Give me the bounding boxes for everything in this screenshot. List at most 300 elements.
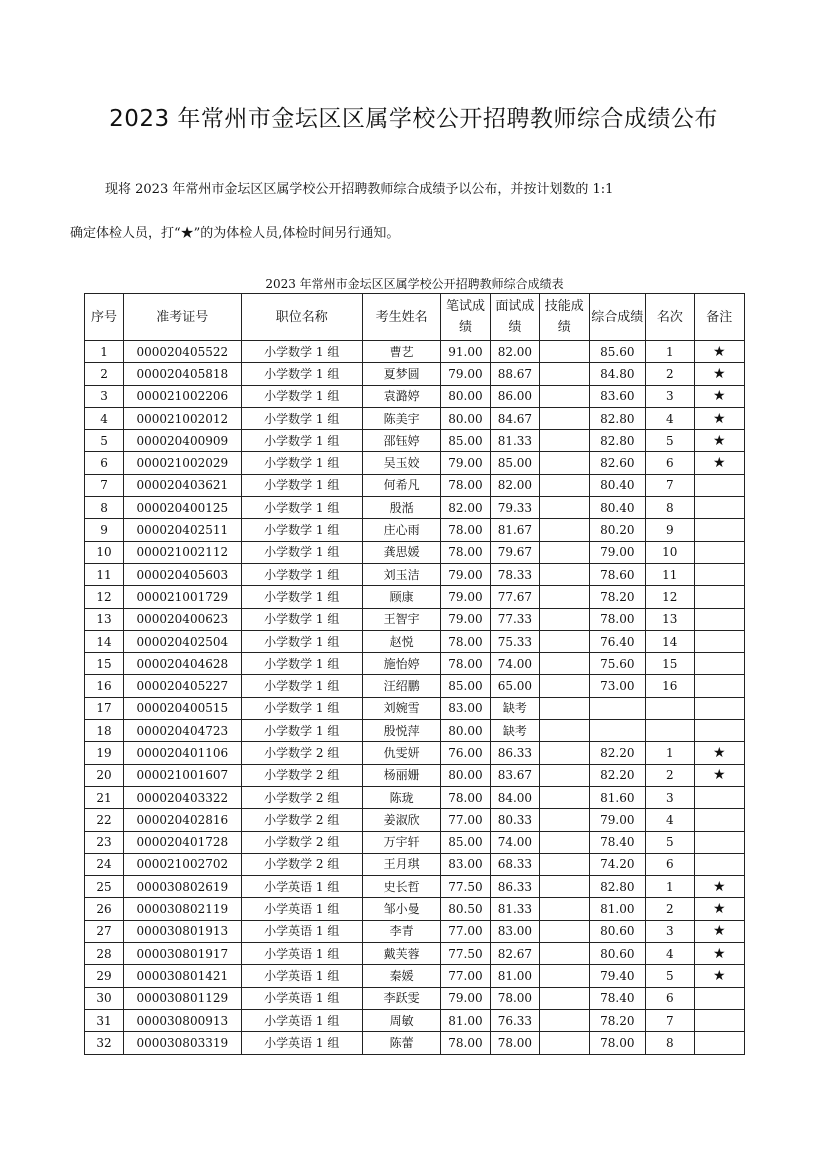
cell-interview: 82.00 [490,474,539,496]
cell-rank: 3 [646,786,694,808]
cell-skill [540,452,589,474]
cell-skill [540,1032,589,1054]
table-row [85,385,745,407]
cell-total: 80.40 [589,497,646,519]
table-row [85,853,745,875]
cell-skill [540,809,589,831]
cell-position: 小学数学 1 组 [241,341,362,363]
cell-rank: 5 [646,831,694,853]
cell-note [694,809,744,831]
cell-skill [540,430,589,452]
cell-interview: 88.67 [490,363,539,385]
cell-note [694,630,744,652]
cell-written: 78.00 [441,630,490,652]
cell-rank: 2 [646,898,694,920]
cell-note: ★ [694,965,744,987]
cell-rank: 1 [646,876,694,898]
cell-rank: 4 [646,809,694,831]
cell-total: 82.60 [589,452,646,474]
cell-name: 万宇轩 [362,831,440,853]
cell-exam-id: 000020404723 [124,720,241,742]
cell-note: ★ [694,920,744,942]
header-interview: 面试成绩 [490,294,539,341]
cell-note: ★ [694,341,744,363]
cell-total: 78.40 [589,831,646,853]
cell-skill [540,474,589,496]
cell-no: 31 [85,1009,124,1031]
cell-no: 3 [85,385,124,407]
cell-no: 23 [85,831,124,853]
cell-total: 75.60 [589,653,646,675]
cell-exam-id: 000020400125 [124,497,241,519]
cell-skill [540,853,589,875]
cell-exam-id: 000020405227 [124,675,241,697]
intro-line-2: 确定体检人员，打“★”的为体检人员,体检时间另行通知。 [70,226,400,241]
cell-position: 小学英语 1 组 [241,876,362,898]
cell-no: 9 [85,519,124,541]
cell-written: 77.50 [441,876,490,898]
cell-note: ★ [694,898,744,920]
cell-no: 20 [85,764,124,786]
cell-note [694,853,744,875]
cell-total: 74.20 [589,853,646,875]
cell-rank: 3 [646,920,694,942]
cell-exam-id: 000020402511 [124,519,241,541]
cell-no: 28 [85,943,124,965]
cell-name: 曹艺 [362,341,440,363]
cell-name: 袁潞婷 [362,385,440,407]
cell-interview: 78.33 [490,563,539,585]
cell-total: 80.60 [589,943,646,965]
cell-no: 17 [85,697,124,719]
cell-no: 29 [85,965,124,987]
cell-skill [540,563,589,585]
cell-note [694,1032,744,1054]
table-row [85,786,745,808]
cell-exam-id: 000021001607 [124,764,241,786]
cell-interview: 81.33 [490,898,539,920]
cell-note: ★ [694,363,744,385]
table-row [85,407,745,429]
table-row [85,965,745,987]
cell-total: 82.80 [589,407,646,429]
cell-written: 78.00 [441,519,490,541]
cell-position: 小学英语 1 组 [241,920,362,942]
cell-rank: 16 [646,675,694,697]
cell-note: ★ [694,385,744,407]
cell-name: 龚思媛 [362,541,440,563]
cell-no: 7 [85,474,124,496]
cell-no: 14 [85,630,124,652]
cell-total: 80.20 [589,519,646,541]
cell-exam-id: 000020405522 [124,341,241,363]
cell-skill [540,742,589,764]
cell-skill [540,653,589,675]
cell-skill [540,341,589,363]
table-row [85,898,745,920]
cell-no: 12 [85,586,124,608]
table-row [85,452,745,474]
cell-rank: 4 [646,943,694,965]
cell-note [694,563,744,585]
cell-note: ★ [694,430,744,452]
cell-total: 85.60 [589,341,646,363]
cell-written: 77.50 [441,943,490,965]
cell-written: 85.00 [441,430,490,452]
cell-rank: 9 [646,519,694,541]
cell-exam-id: 000020402816 [124,809,241,831]
cell-skill [540,675,589,697]
cell-rank: 8 [646,1032,694,1054]
cell-interview: 84.00 [490,786,539,808]
cell-note: ★ [694,742,744,764]
cell-exam-id: 000020405603 [124,563,241,585]
cell-rank: 5 [646,430,694,452]
cell-written: 80.50 [441,898,490,920]
cell-interview: 83.00 [490,920,539,942]
cell-note [694,653,744,675]
cell-note [694,519,744,541]
cell-exam-id: 000021001729 [124,586,241,608]
cell-written: 79.00 [441,608,490,630]
header-skill: 技能成绩 [540,294,589,341]
cell-position: 小学数学 1 组 [241,430,362,452]
cell-skill [540,519,589,541]
table-row [85,876,745,898]
table-row [85,630,745,652]
cell-total: 78.60 [589,563,646,585]
cell-name: 仇雯妍 [362,742,440,764]
cell-rank: 12 [646,586,694,608]
cell-written: 80.00 [441,720,490,742]
cell-note: ★ [694,407,744,429]
cell-note [694,586,744,608]
cell-written: 80.00 [441,407,490,429]
table-row [85,675,745,697]
cell-total [589,720,646,742]
cell-note [694,987,744,1009]
cell-rank: 1 [646,742,694,764]
cell-rank [646,720,694,742]
table-row [85,920,745,942]
cell-rank: 7 [646,474,694,496]
cell-name: 刘玉洁 [362,563,440,585]
intro-line-1: 现将 2023 年常州市金坛区区属学校公开招聘教师综合成绩予以公布，并按计划数的 1:1 [105,182,614,197]
cell-skill [540,541,589,563]
header-position: 职位名称 [241,294,362,341]
cell-skill [540,898,589,920]
cell-position: 小学英语 1 组 [241,898,362,920]
cell-interview: 86.33 [490,742,539,764]
cell-skill [540,407,589,429]
cell-position: 小学英语 1 组 [241,943,362,965]
cell-position: 小学数学 1 组 [241,586,362,608]
cell-no: 21 [85,786,124,808]
cell-interview: 缺考 [490,720,539,742]
cell-no: 11 [85,563,124,585]
table-row [85,563,745,585]
cell-position: 小学数学 1 组 [241,363,362,385]
cell-skill [540,586,589,608]
cell-total: 81.00 [589,898,646,920]
cell-name: 姜淑欣 [362,809,440,831]
cell-total: 80.60 [589,920,646,942]
cell-exam-id: 000020401106 [124,742,241,764]
cell-exam-id: 000020403621 [124,474,241,496]
cell-skill [540,943,589,965]
cell-skill [540,608,589,630]
header-written: 笔试成绩 [441,294,490,341]
cell-skill [540,987,589,1009]
cell-exam-id: 000030802619 [124,876,241,898]
cell-total: 82.20 [589,742,646,764]
cell-rank: 14 [646,630,694,652]
table-row [85,653,745,675]
cell-position: 小学数学 2 组 [241,831,362,853]
table-row [85,1009,745,1031]
cell-no: 5 [85,430,124,452]
cell-skill [540,876,589,898]
cell-skill [540,630,589,652]
cell-no: 25 [85,876,124,898]
cell-name: 殷湉 [362,497,440,519]
cell-name: 陈珑 [362,786,440,808]
cell-exam-id: 000020404628 [124,653,241,675]
cell-written: 78.00 [441,541,490,563]
cell-note [694,697,744,719]
cell-rank: 11 [646,563,694,585]
table-caption: 2023 年常州市金坛区区属学校公开招聘教师综合成绩表 [265,277,564,291]
cell-name: 夏梦圆 [362,363,440,385]
cell-note: ★ [694,452,744,474]
header-name: 考生姓名 [362,294,440,341]
cell-name: 庄心雨 [362,519,440,541]
cell-total: 80.40 [589,474,646,496]
cell-no: 30 [85,987,124,1009]
cell-rank: 2 [646,764,694,786]
cell-name: 杨丽姗 [362,764,440,786]
cell-name: 汪绍鹏 [362,675,440,697]
cell-interview: 74.00 [490,831,539,853]
cell-written: 78.00 [441,786,490,808]
cell-interview: 77.33 [490,608,539,630]
cell-position: 小学数学 1 组 [241,608,362,630]
cell-interview: 77.67 [490,586,539,608]
cell-exam-id: 000021002702 [124,853,241,875]
cell-no: 32 [85,1032,124,1054]
cell-position: 小学数学 2 组 [241,764,362,786]
cell-rank: 6 [646,452,694,474]
cell-no: 18 [85,720,124,742]
cell-total: 79.00 [589,809,646,831]
cell-interview: 76.33 [490,1009,539,1031]
cell-position: 小学数学 1 组 [241,630,362,652]
cell-name: 史长哲 [362,876,440,898]
cell-name: 李青 [362,920,440,942]
cell-note: ★ [694,876,744,898]
cell-skill [540,363,589,385]
cell-position: 小学数学 1 组 [241,452,362,474]
cell-exam-id: 000020403322 [124,786,241,808]
cell-exam-id: 000020402504 [124,630,241,652]
cell-written: 80.00 [441,385,490,407]
cell-written: 91.00 [441,341,490,363]
cell-name: 戴芙蓉 [362,943,440,965]
cell-position: 小学数学 1 组 [241,497,362,519]
cell-rank [646,697,694,719]
cell-name: 李跃雯 [362,987,440,1009]
cell-name: 王月琪 [362,853,440,875]
cell-total: 82.80 [589,430,646,452]
cell-no: 24 [85,853,124,875]
cell-skill [540,1009,589,1031]
cell-interview: 78.00 [490,987,539,1009]
cell-exam-id: 000020400515 [124,697,241,719]
cell-total: 79.00 [589,541,646,563]
cell-rank: 5 [646,965,694,987]
cell-exam-id: 000030801917 [124,943,241,965]
cell-no: 4 [85,407,124,429]
cell-position: 小学数学 2 组 [241,809,362,831]
cell-written: 77.00 [441,965,490,987]
cell-interview: 79.67 [490,541,539,563]
table-row [85,720,745,742]
cell-written: 85.00 [441,831,490,853]
cell-rank: 13 [646,608,694,630]
cell-interview: 缺考 [490,697,539,719]
cell-total [589,697,646,719]
cell-rank: 1 [646,341,694,363]
cell-total: 81.60 [589,786,646,808]
cell-total: 76.40 [589,630,646,652]
cell-no: 22 [85,809,124,831]
cell-rank: 10 [646,541,694,563]
cell-exam-id: 000020400909 [124,430,241,452]
cell-name: 刘婉雪 [362,697,440,719]
cell-interview: 84.67 [490,407,539,429]
cell-skill [540,764,589,786]
cell-name: 施怡婷 [362,653,440,675]
cell-interview: 82.00 [490,341,539,363]
cell-skill [540,831,589,853]
cell-skill [540,720,589,742]
cell-interview: 86.00 [490,385,539,407]
cell-position: 小学英语 1 组 [241,1009,362,1031]
cell-name: 顾康 [362,586,440,608]
cell-interview: 75.33 [490,630,539,652]
page-title: 2023 年常州市金坛区区属学校公开招聘教师综合成绩公布 [109,106,718,132]
cell-interview: 68.33 [490,853,539,875]
cell-rank: 4 [646,407,694,429]
cell-name: 周敏 [362,1009,440,1031]
cell-written: 79.00 [441,586,490,608]
cell-note [694,474,744,496]
cell-name: 秦媛 [362,965,440,987]
cell-note [694,541,744,563]
cell-written: 78.00 [441,653,490,675]
cell-no: 26 [85,898,124,920]
table-row [85,943,745,965]
cell-skill [540,965,589,987]
cell-position: 小学英语 1 组 [241,965,362,987]
cell-total: 78.00 [589,1032,646,1054]
cell-total: 83.60 [589,385,646,407]
cell-note [694,1009,744,1031]
cell-exam-id: 000030801129 [124,987,241,1009]
cell-exam-id: 000020401728 [124,831,241,853]
cell-name: 赵悦 [362,630,440,652]
cell-rank: 6 [646,987,694,1009]
cell-written: 81.00 [441,1009,490,1031]
cell-total: 82.20 [589,764,646,786]
cell-position: 小学数学 1 组 [241,563,362,585]
cell-total: 78.00 [589,608,646,630]
cell-exam-id: 000021002112 [124,541,241,563]
table-row [85,809,745,831]
header-note: 备注 [694,294,744,341]
table-row [85,497,745,519]
table-row [85,474,745,496]
table-header-row [85,294,745,341]
table-row [85,341,745,363]
cell-written: 76.00 [441,742,490,764]
cell-exam-id: 000020400623 [124,608,241,630]
cell-note: ★ [694,943,744,965]
cell-no: 16 [85,675,124,697]
cell-written: 79.00 [441,563,490,585]
cell-position: 小学数学 1 组 [241,474,362,496]
cell-written: 79.00 [441,363,490,385]
table-row [85,608,745,630]
cell-position: 小学数学 1 组 [241,720,362,742]
cell-name: 吴玉姣 [362,452,440,474]
cell-exam-id: 000030802119 [124,898,241,920]
cell-position: 小学数学 2 组 [241,853,362,875]
cell-total: 79.40 [589,965,646,987]
cell-position: 小学数学 1 组 [241,653,362,675]
cell-position: 小学英语 1 组 [241,987,362,1009]
cell-written: 83.00 [441,853,490,875]
cell-position: 小学数学 1 组 [241,541,362,563]
cell-no: 6 [85,452,124,474]
header-no: 序号 [85,294,124,341]
cell-total: 78.20 [589,1009,646,1031]
cell-interview: 86.33 [490,876,539,898]
cell-name: 殷悦萍 [362,720,440,742]
cell-interview: 81.33 [490,430,539,452]
cell-total: 73.00 [589,675,646,697]
cell-note: ★ [694,764,744,786]
cell-interview: 82.67 [490,943,539,965]
cell-written: 82.00 [441,497,490,519]
cell-position: 小学数学 1 组 [241,519,362,541]
results-table [84,293,745,1055]
cell-position: 小学数学 1 组 [241,407,362,429]
cell-interview: 85.00 [490,452,539,474]
cell-name: 王智宇 [362,608,440,630]
cell-total: 78.40 [589,987,646,1009]
cell-interview: 80.33 [490,809,539,831]
cell-no: 2 [85,363,124,385]
cell-name: 邹小曼 [362,898,440,920]
cell-interview: 65.00 [490,675,539,697]
cell-exam-id: 000021002206 [124,385,241,407]
cell-no: 1 [85,341,124,363]
cell-exam-id: 000030803319 [124,1032,241,1054]
cell-interview: 81.00 [490,965,539,987]
cell-position: 小学英语 1 组 [241,1032,362,1054]
cell-rank: 7 [646,1009,694,1031]
